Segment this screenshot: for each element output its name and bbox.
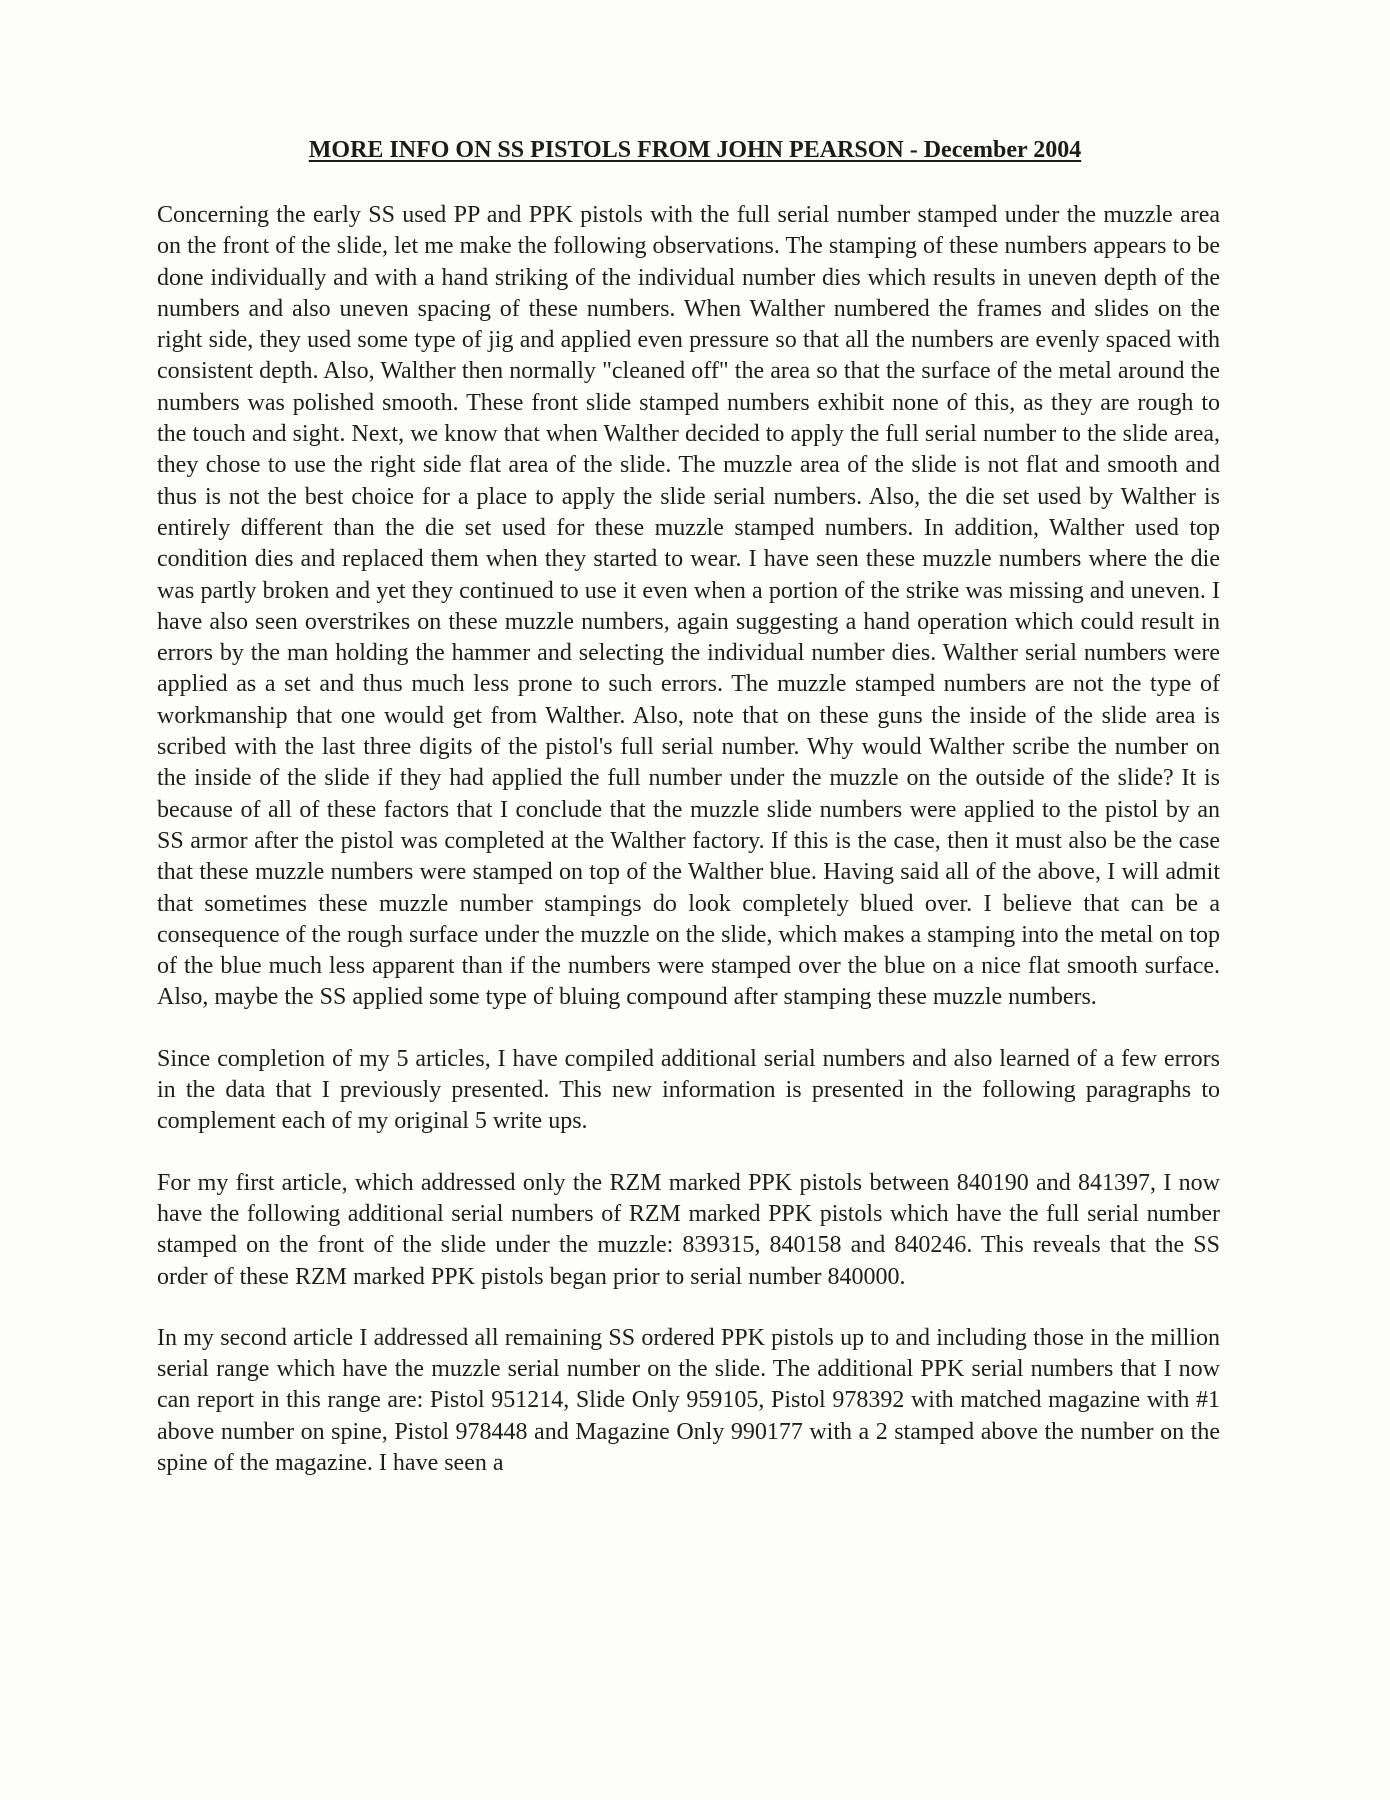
document-title: MORE INFO ON SS PISTOLS FROM JOHN PEARSON - December 2004: [308, 137, 1082, 163]
paragraph-additional-data: Since completion of my 5 articles, I have compiled additional serial numbers and also learned of a few errors in the data that I previously presented. This new information is presented in the following paragraphs to complement each of my original 5 write ups.: [157, 1045, 1220, 1135]
paragraph-second-article: In my second article I addressed all remaining SS ordered PPK pistols up to and including those in the million serial range which have the muzzle serial number on the slide. The additional PPK serial numbers that I now can report in this range are: Pistol 951214, Slide Only 959105, Pistol 978392 with matched magazine with #1 above number on spine, Pistol 978448 and Magazine Only 990177 with a 2 stamped above the number on the spine of the magazine. I have seen a: [157, 1324, 1220, 1476]
paragraph-first-article: For my first article, which addressed only the RZM marked PPK pistols between 840190 and 841397, I now have the following additional serial numbers of RZM marked PPK pistols which have the full serial number stamped on the front of the slide under the muzzle: 839315, 840158 and 840246. This reveals that the SS order of these RZM marked PPK pistols began prior to serial number 840000.: [157, 1169, 1220, 1290]
document-body: [157, 200, 1220, 1509]
paragraph-muzzle-observations: Concerning the early SS used PP and PPK pistols with the full serial number stamped under the muzzle area on the front of the slide, let me make the following observations. The stamping of these numbers appears to be done individually and with a hand striking of the individual number dies which results in uneven depth of the numbers and also uneven spacing of these numbers. When Walther numbered the frames and slides on the right side, they used some type of jig and applied even pressure so that all the numbers are evenly spaced with consistent depth. Also, Walther then normally "cleaned off" the area so that the surface of the metal around the numbers was polished smooth. These front slide stamped numbers exhibit none of this, as they are rough to the touch and sight. Next, we know that when Walther decided to apply the full serial number to the slide area, they chose to use the right side flat area of the slide. The muzzle area of the slide is not flat and smooth and thus is not the best choice for a place to apply the slide serial numbers. Also, the die set used by Walther is entirely different than the die set used for these muzzle stamped numbers. In addition, Walther used top condition dies and replaced them when they started to wear. I have seen these muzzle numbers where the die was partly broken and yet they continued to use it even when a portion of the strike was missing and uneven. I have also seen overstrikes on these muzzle numbers, again suggesting a hand operation which could result in errors by the man holding the hammer and selecting the individual number dies. Walther serial numbers were applied as a set and thus much less prone to such errors. The muzzle stamped numbers are not the type of workmanship that one would get from Walther. Also, note that on these guns the inside of the slide area is scribed with the last three digits of the pistol's full serial number. Why would Walther scribe the number on the inside of the slide if they had applied the full number under the muzzle on the outside of the slide? It is because of all of these factors that I conclude that the muzzle slide numbers were applied to the pistol by an SS armor after the pistol was completed at the Walther factory. If this is the case, then it must also be the case that these muzzle numbers were stamped on top of the Walther blue. Having said all of the above, I will admit that sometimes these muzzle number stampings do look completely blued over. I believe that can be a consequence of the rough surface under the muzzle on the slide, which makes a stamping into the metal on top of the blue much less apparent than if the numbers were stamped over the blue on a nice flat smooth surface. Also, maybe the SS applied some type of bluing compound after stamping these muzzle numbers.: [157, 202, 1220, 1011]
